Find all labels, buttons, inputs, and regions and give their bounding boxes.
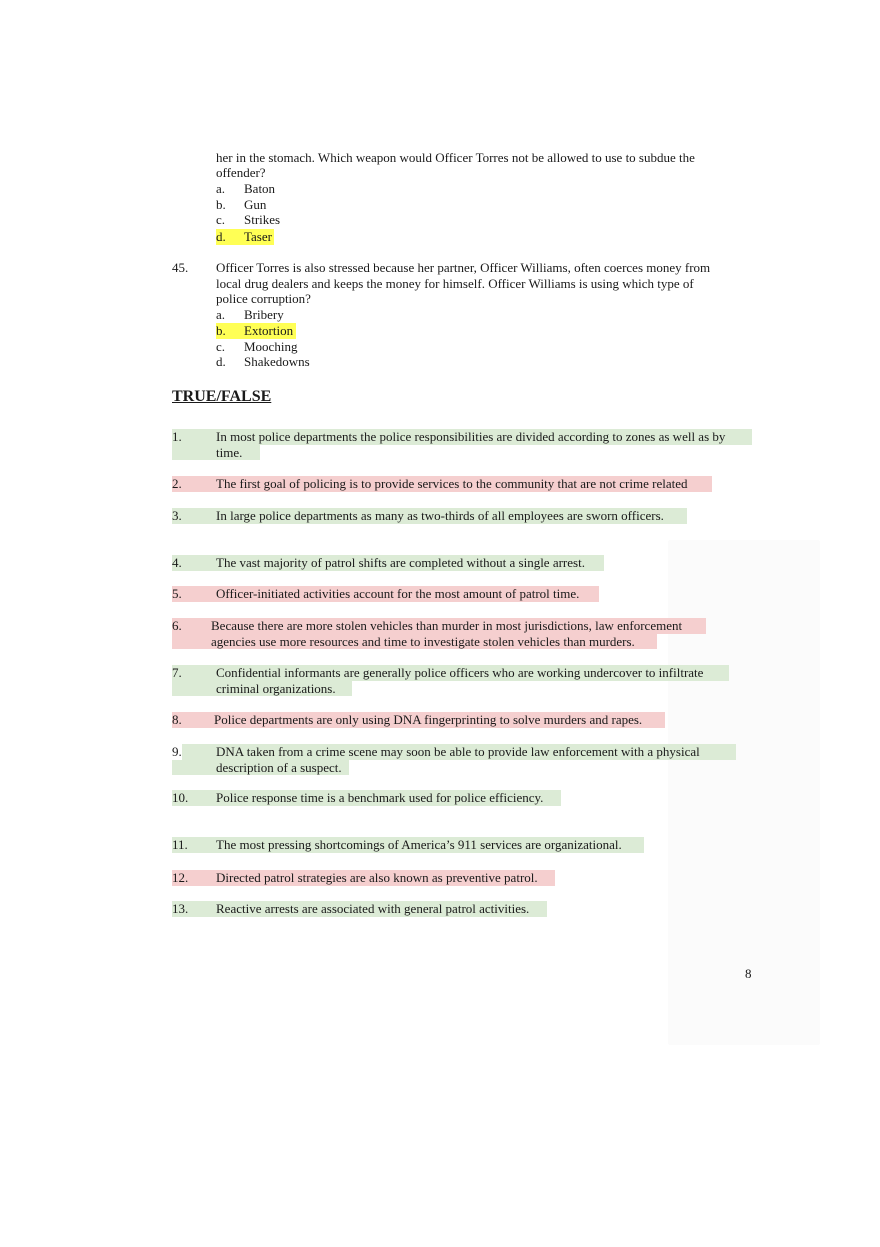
- answer-option: [216, 212, 281, 228]
- item-text-line: Officer-initiated activities account for the most amount of patrol time.: [216, 586, 580, 601]
- true-false-item: [172, 586, 599, 602]
- true-false-item: [172, 901, 547, 917]
- true-false-item: [172, 665, 729, 696]
- item-text-line: Police response time is a benchmark used for police efficiency.: [216, 790, 544, 805]
- item-number: 10.: [172, 790, 189, 805]
- answer-option: [216, 354, 310, 370]
- item-text-line: criminal organizations.: [216, 680, 336, 696]
- option-letter: a.: [216, 307, 226, 322]
- option-letter: c.: [216, 339, 226, 354]
- item-number: 9.: [172, 744, 182, 759]
- answer-option: [216, 181, 276, 197]
- option-letter: c.: [216, 212, 226, 227]
- item-number: 2.: [172, 476, 182, 491]
- option-text: Gun: [244, 197, 267, 212]
- item-text-line: Police departments are only using DNA fingerprinting to solve murders and rapes.: [214, 712, 643, 727]
- item-text-line: Directed patrol strategies are also known as preventive patrol.: [216, 870, 538, 885]
- option-text: Shakedowns: [244, 354, 310, 369]
- true-false-item: [172, 837, 644, 853]
- item-number: 5.: [172, 586, 182, 601]
- item-text-line: Because there are more stolen vehicles than murder in most jurisdictions, law enforcement: [211, 618, 683, 633]
- option-letter: d.: [216, 229, 226, 244]
- question-stem-line: her in the stomach. Which weapon would Officer Torres not be allowed to use to subdue the: [216, 150, 695, 165]
- item-text-line: Reactive arrests are associated with general patrol activities.: [216, 901, 530, 916]
- item-number: 6.: [172, 618, 182, 633]
- item-text-line: DNA taken from a crime scene may soon be able to provide law enforcement with a physical: [216, 744, 700, 759]
- answer-option: [216, 307, 284, 323]
- option-text: Strikes: [244, 212, 281, 227]
- question-stem-line: local drug dealers and keeps the money for himself. Officer Williams is using which type of: [216, 276, 694, 291]
- item-text-line: In large police departments as many as two-thirds of all employees are sworn officers.: [216, 508, 664, 523]
- true-false-item: [172, 790, 561, 806]
- item-number: 1.: [172, 429, 182, 444]
- correct-answer-option: [216, 229, 274, 245]
- true-false-item: [172, 555, 604, 571]
- item-text-line: agencies use more resources and time to investigate stolen vehicles than murders.: [211, 633, 635, 649]
- true-false-item: [172, 744, 736, 775]
- option-text: Bribery: [244, 307, 284, 322]
- true-false-item: [172, 476, 712, 492]
- option-letter: b.: [216, 323, 226, 338]
- item-number: 3.: [172, 508, 182, 523]
- page-number: 8: [745, 966, 752, 981]
- question-stem-line: Officer Torres is also stressed because her partner, Officer Williams, often coerces money from: [216, 260, 711, 275]
- true-false-item: [172, 429, 752, 460]
- item-number: 12.: [172, 870, 189, 885]
- option-letter: d.: [216, 354, 226, 369]
- item-text-line: In most police departments the police responsibilities are divided according to zones as well as by: [216, 429, 726, 444]
- option-text: Extortion: [244, 323, 294, 338]
- true-false-item: [172, 712, 665, 728]
- item-number: 4.: [172, 555, 182, 570]
- item-text-line: The most pressing shortcomings of America’s 911 services are organizational.: [216, 837, 622, 852]
- question-stem-line: police corruption?: [216, 291, 311, 306]
- item-text-line: The first goal of policing is to provide services to the community that are not crime related: [216, 476, 688, 491]
- true-false-item: [172, 870, 555, 886]
- section-heading: TRUE/FALSE: [172, 388, 272, 405]
- option-text: Taser: [244, 229, 272, 244]
- faint-background-panel: [668, 540, 820, 1045]
- item-text-line: Confidential informants are generally police officers who are working undercover to infiltrate: [216, 665, 704, 680]
- question-stem-line: offender?: [216, 165, 266, 180]
- item-text-line: The vast majority of patrol shifts are completed without a single arrest.: [216, 555, 585, 570]
- item-text-line: time.: [216, 444, 243, 460]
- item-number: 7.: [172, 665, 182, 680]
- question-number: 45.: [172, 260, 189, 275]
- item-number: 8.: [172, 712, 182, 727]
- option-letter: b.: [216, 197, 226, 212]
- item-number: 11.: [172, 837, 188, 852]
- answer-option: [216, 339, 298, 355]
- option-text: Mooching: [244, 339, 298, 354]
- option-letter: a.: [216, 181, 226, 196]
- true-false-item: [172, 618, 706, 649]
- item-number: 13.: [172, 901, 189, 916]
- correct-answer-option: [216, 323, 296, 339]
- item-text-line: description of a suspect.: [216, 759, 342, 775]
- answer-option: [216, 197, 267, 213]
- option-text: Baton: [244, 181, 276, 196]
- true-false-item: [172, 508, 687, 524]
